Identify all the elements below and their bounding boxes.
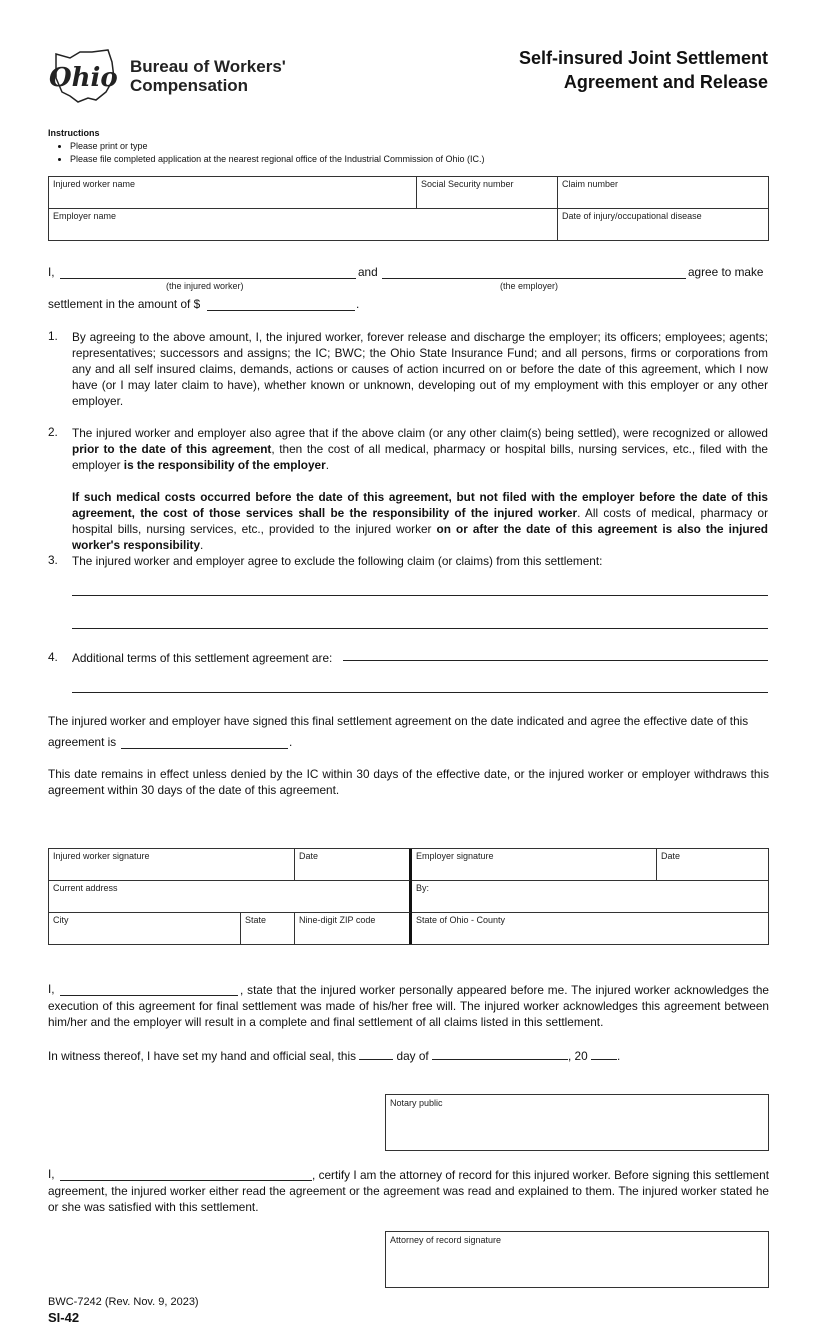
field-label: Current address: [53, 883, 118, 893]
field-label: Date of injury/occupational disease: [562, 211, 702, 221]
form-title-line2: Agreement and Release: [563, 72, 768, 92]
field-label: Employer name: [53, 211, 117, 221]
day-blank[interactable]: [359, 1047, 393, 1060]
employer-date-field[interactable]: [657, 849, 768, 881]
signature-table: [48, 848, 769, 945]
ssn-field[interactable]: [417, 177, 558, 209]
by-field[interactable]: [412, 881, 768, 913]
year-blank[interactable]: [591, 1047, 617, 1060]
item-number: 4.: [48, 650, 58, 664]
zip-field[interactable]: [295, 913, 412, 944]
instructions: [48, 127, 485, 166]
exclusion-line-2[interactable]: [72, 628, 768, 629]
employer-name-field[interactable]: [49, 209, 558, 240]
field-label: State: [245, 915, 267, 925]
notary-text: , state that the injured worker personally appeared before me. The injured worker acknowledges the execution of this agreement for final settlement was made of his/her free will. The injured worker acknowledges this agreement between him/her and the employer will result in a complete and final settlement of all claims listed in this settlement.: [48, 983, 769, 1029]
item-number: 2.: [48, 425, 58, 439]
attorney-text: , certify I am the attorney of record for this injured worker. Before signing this settlement agreement, the injured worker either read the agreement or the agreement was read and explained to them. The injured worker stated he or she was satisfied with this settlement.: [48, 1168, 769, 1214]
item-number: 3.: [48, 553, 58, 567]
instructions-title: Instructions: [48, 128, 100, 138]
injured-worker-name-field[interactable]: [49, 177, 417, 209]
witness-text: day of: [396, 1049, 429, 1063]
field-label: Social Security number: [421, 179, 514, 189]
settlement-agree: agree to make: [688, 265, 764, 279]
item-2-bold: is the responsibility of the employer: [123, 458, 326, 472]
attorney-name-blank[interactable]: [60, 1166, 312, 1181]
item-1-text: By agreeing to the above amount, I, the injured worker, forever release and discharge the employer; its officers; employees; agents; representatives; successors and assigns; the IC; BWC; the Ohio State Insurance Fund; and all persons, firms or corporations from any and all self insured claims, demands, actions or causes of action incurred on or before the date of this agreement, which I now have (or I may later claim to have), whether known or unknown, developing out of my employment with this employer or any other employer.: [72, 330, 768, 408]
item-4-text: Additional terms of this settlement agreement are:: [72, 651, 333, 665]
claim-number-field[interactable]: [558, 177, 768, 209]
form-id: BWC-7242 (Rev. Nov. 9, 2023): [48, 1296, 199, 1308]
item-2-bold: prior to the date of this agreement: [72, 442, 272, 456]
employer-blank[interactable]: [382, 264, 686, 279]
form-code: SI-42: [48, 1310, 80, 1325]
agency-name-line1: Bureau of Workers': [130, 57, 286, 76]
month-blank[interactable]: [432, 1047, 568, 1060]
settlement-and: and: [358, 265, 378, 279]
worker-caption: (the injured worker): [166, 281, 244, 291]
item-2-part: .: [200, 538, 204, 552]
additional-terms-line-2[interactable]: [72, 692, 768, 693]
field-label: Claim number: [562, 179, 619, 189]
effective-period: .: [289, 735, 293, 749]
form-title: [519, 46, 768, 94]
field-label: Date: [661, 851, 681, 861]
witness-text: , 20: [567, 1049, 588, 1063]
item-2-bold: If such medical costs occurred before the date of this agreement, but not filed with the employer before the date of this agreement, the cost of those services shall be the responsibility of the injured worker: [72, 490, 768, 520]
attorney-signature-box[interactable]: [385, 1231, 769, 1288]
attorney-i: I,: [48, 1167, 55, 1181]
claim-info-table: [48, 176, 769, 241]
field-label: By:: [416, 883, 430, 893]
item-3-text: The injured worker and employer agree to exclude the following claim (or claims) from this settlement:: [72, 554, 603, 568]
item-2-note: [72, 489, 768, 553]
field-label: State of Ohio - County: [416, 915, 506, 925]
notary-name-blank[interactable]: [60, 981, 238, 996]
amount-label: settlement in the amount of $: [48, 297, 201, 311]
agency-name: [130, 57, 286, 95]
ohio-state-outline-icon: [48, 48, 120, 104]
witness-line: [48, 1047, 620, 1063]
employer-signature-field[interactable]: [412, 849, 657, 881]
field-label: Attorney of record signature: [390, 1235, 502, 1245]
exclusion-line-1[interactable]: [72, 595, 768, 596]
employer-caption: (the employer): [500, 281, 559, 291]
field-label: Employer signature: [416, 851, 494, 861]
county-field[interactable]: [412, 913, 768, 944]
notary-public-box[interactable]: [385, 1094, 769, 1151]
amount-blank[interactable]: [207, 296, 355, 311]
witness-text: .: [616, 1049, 621, 1063]
worker-date-field[interactable]: [295, 849, 412, 881]
witness-text: In witness thereof, I have set my hand and official seal, this: [48, 1049, 356, 1063]
settlement-i: I,: [48, 265, 55, 279]
settlement-line: [48, 265, 55, 279]
denial-text: This date remains in effect unless denied by the IC within 30 days of the effective date, or the injured worker or employer withdraws this agreement within 30 days of the date of this agreement.: [48, 767, 769, 797]
instruction-item: • Please print or type: [70, 140, 485, 153]
field-label: Notary public: [390, 1098, 443, 1108]
agency-name-line2: Compensation: [130, 76, 249, 95]
ohio-logo: [48, 48, 120, 104]
field-label: Nine-digit ZIP code: [299, 915, 376, 925]
item-2-part: .: [325, 458, 329, 472]
item-2-part: , then the cost of all medical, pharmacy or hospital bills, nursing services, etc., filed with the employer: [72, 442, 768, 472]
additional-terms-line-1[interactable]: [343, 660, 768, 661]
effective-line2: agreement is: [48, 735, 117, 749]
date-of-injury-field[interactable]: [558, 209, 768, 240]
effective-date-blank[interactable]: [121, 734, 288, 749]
instruction-item: • Please file completed application at the nearest regional office of the Industrial Commission of Ohio (IC.): [70, 153, 485, 166]
injured-worker-blank[interactable]: [60, 264, 356, 279]
item-2-part: . All costs of medical, pharmacy or hospital bills, nursing services, etc., provided to the injured worker: [72, 506, 768, 536]
field-label: Injured worker signature: [53, 851, 150, 861]
field-label: Injured worker name: [53, 179, 136, 189]
effective-line1: The injured worker and employer have signed this final settlement agreement on the date indicated and agree the effective date of this: [48, 714, 749, 728]
amount-period: .: [356, 297, 360, 311]
field-label: City: [53, 915, 69, 925]
city-field[interactable]: [49, 913, 241, 944]
field-label: Date: [299, 851, 319, 861]
worker-signature-field[interactable]: [49, 849, 295, 881]
state-field[interactable]: [241, 913, 295, 944]
logo-text: Ohio: [49, 63, 118, 93]
item-2-part: The injured worker and employer also agree that if the above claim (or any other claim(s) being settled), were recognized or allowed: [72, 426, 768, 440]
amount-text: [48, 297, 200, 311]
current-address-field[interactable]: [49, 881, 412, 913]
form-title-line1: Self-insured Joint Settlement: [518, 48, 768, 68]
notary-i: I,: [48, 982, 55, 996]
item-number: 1.: [48, 329, 58, 343]
footer: [48, 1294, 199, 1326]
item-2-bold: on or after the date of this agreement is also the injured worker's responsibility: [72, 522, 768, 552]
item-2-text: [72, 425, 768, 473]
